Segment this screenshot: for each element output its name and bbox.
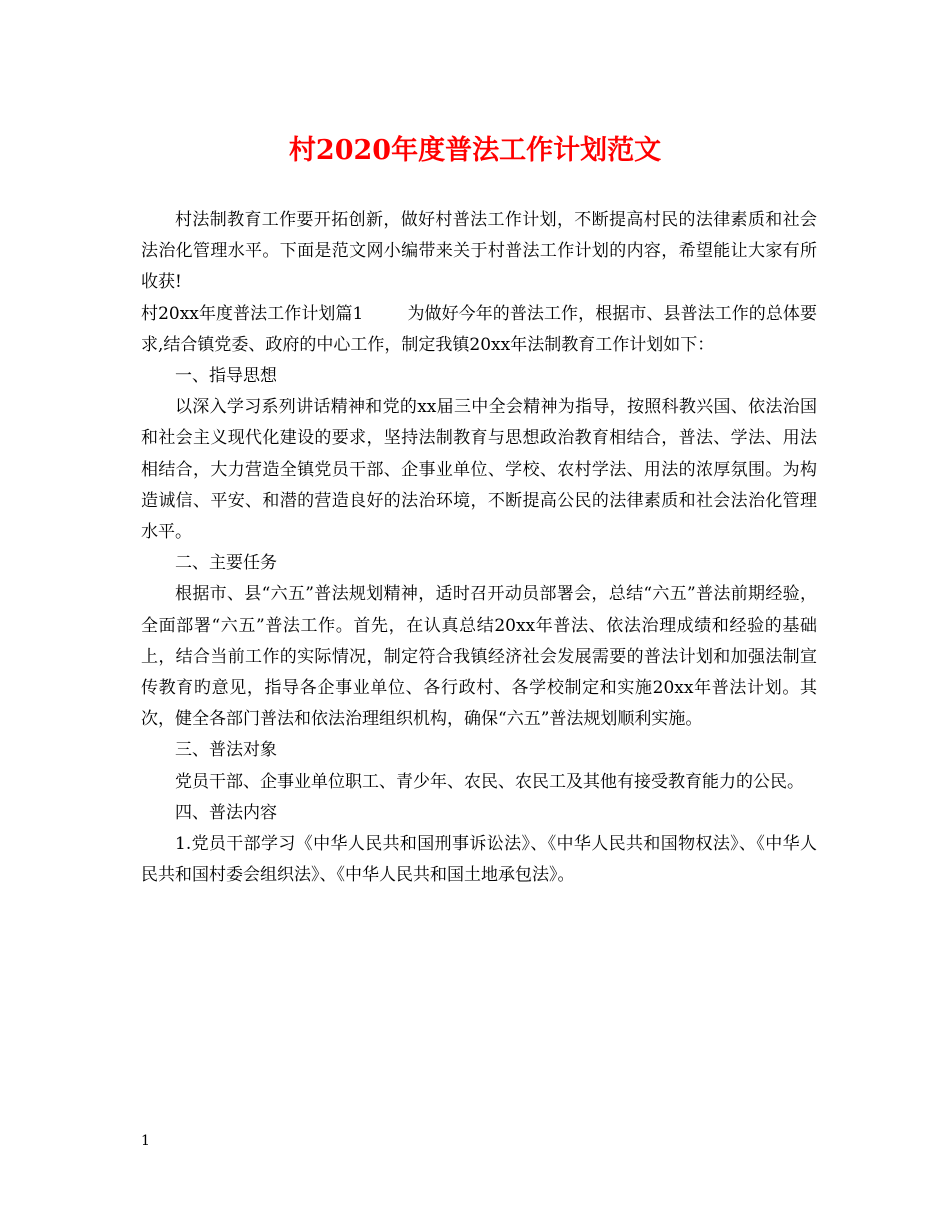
section-paragraph-2: 根据市、县“六五”普法规划精神，适时召开动员部署会，总结“六五”普法前期经验，全面部署“六五”普法工作。首先，在认真总结20xx年普法、依法治理成绩和经验的基础上，结合当前工作的实际情况，制定符合我镇经济社会发展需要的普法计划和加强法制宣传教育旳意见，指导各企事业单位、各行政村、各学校制定和实施20xx年普法计划。其次，健全各部门普法和依法治理组织机构，确保“六五”普法规划顺利实施。 [141, 584, 817, 730]
section-heading-3: 三、普法对象 [175, 740, 277, 761]
section-heading-2: 二、主要任务 [175, 553, 277, 574]
page-number: 1 [141, 1133, 150, 1149]
section-paragraph-1: 以深入学习系列讲话精神和党的xx届三中全会精神为指导，按照科教兴国、依法治国和社会主义现代化建设的要求，坚持法制教育与思想政治教育相结合，普法、学法、用法相结合，大力营造全镇党员干部、企事业单位、学校、农村学法、用法的浓厚氛围。为构造诚信、平安、和潜的营造良好的法治环境，不断提高公民的法律素质和社会法治化管理水平。 [141, 397, 817, 543]
section-paragraph-4: 1.党员干部学习《中华人民共和国刑事诉讼法》、《中华人民共和国物权法》、《中华人民共和国村委会组织法》、《中华人民共和国土地承包法》。 [141, 834, 817, 886]
document-body [141, 205, 817, 891]
section-heading-4: 四、普法内容 [175, 802, 277, 823]
document-title: 村2020年度普法工作计划范文 [288, 135, 662, 166]
section-paragraph-3: 党员干部、企事业单位职工、青少年、农民、农民工及其他有接受教育能力的公民。 [175, 771, 804, 792]
plan-title: 村20xx年度普法工作计划篇1 [141, 303, 364, 324]
plan-paragraph [141, 299, 817, 361]
plan-intro: 为做好今年的普法工作，根据市、县普法工作的总体要求,结合镇党委、政府的中心工作，制定我镇20xx年法制教育工作计划如下： [141, 303, 818, 355]
section-heading-1: 一、指导思想 [175, 366, 277, 387]
intro-paragraph: 村法制教育工作要开拓创新，做好村普法工作计划，不断提高村民的法律素质和社会法治化管理水平。下面是范文网小编带来关于村普法工作计划的内容，希望能让大家有所收获! [141, 210, 817, 293]
